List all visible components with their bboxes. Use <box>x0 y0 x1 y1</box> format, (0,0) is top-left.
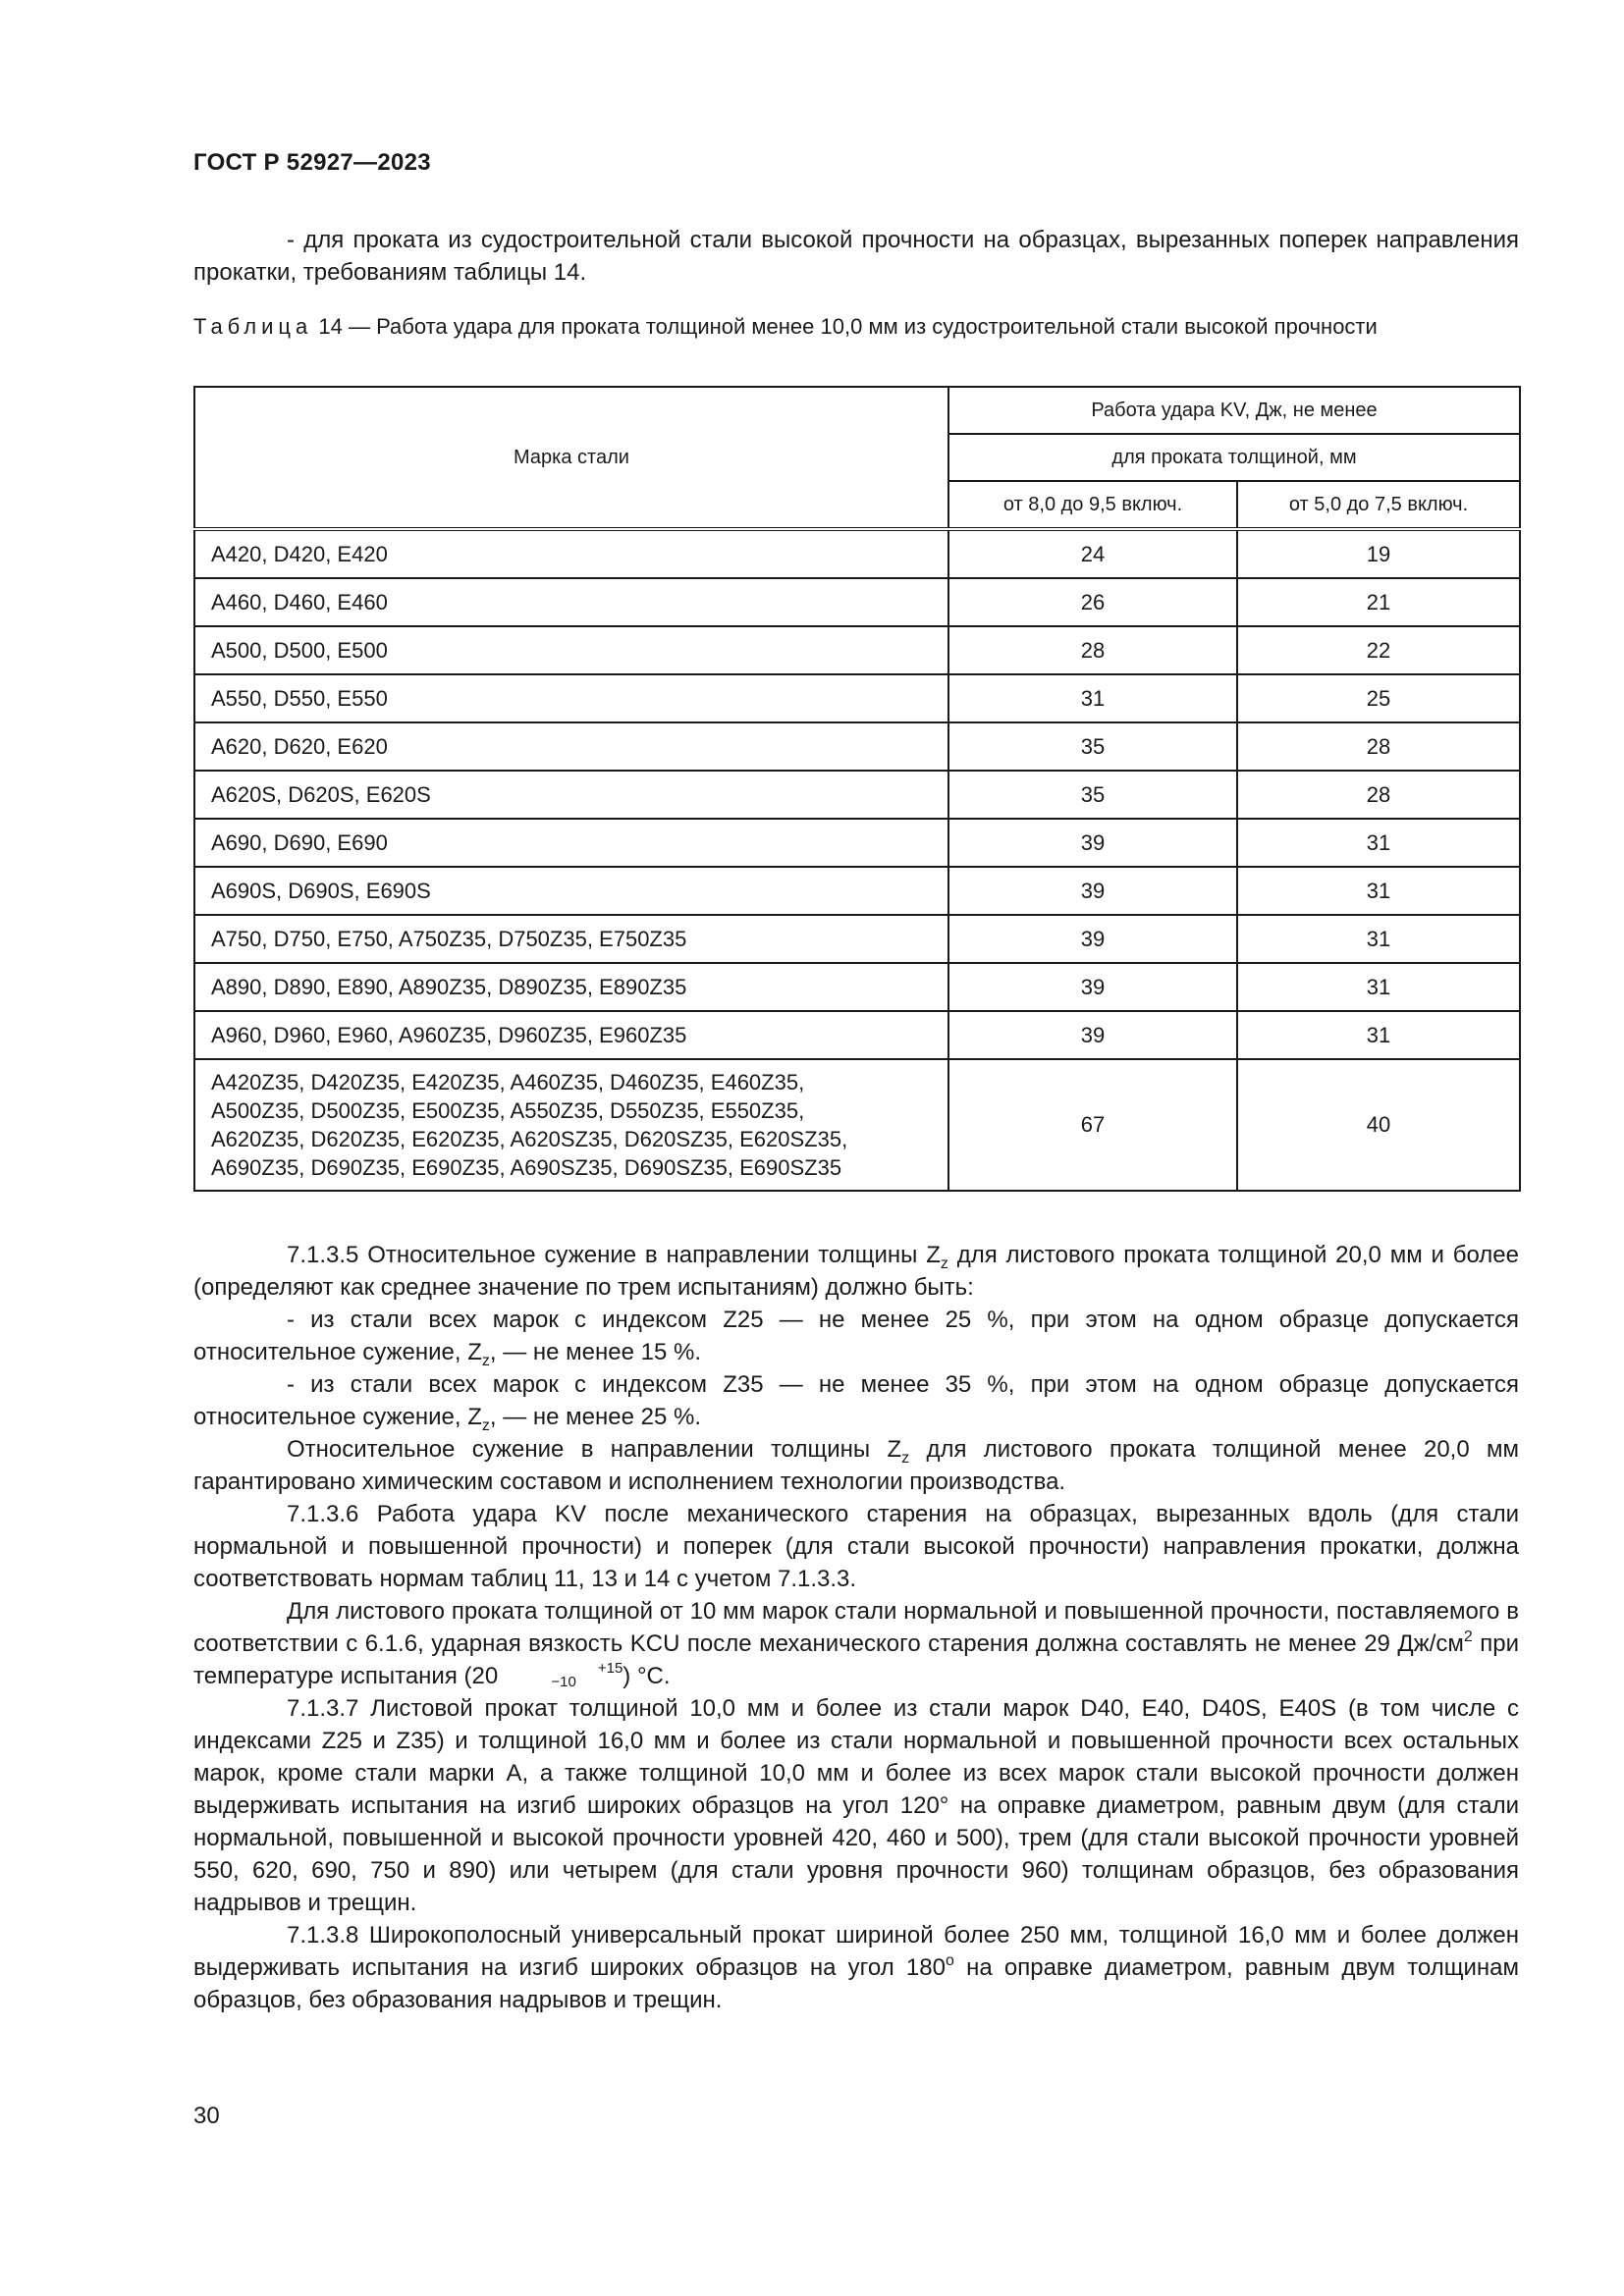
value-cell: 67 <box>948 1059 1237 1191</box>
value-cell: 35 <box>948 771 1237 819</box>
value-cell: 39 <box>948 1011 1237 1059</box>
document-header: ГОСТ Р 52927—2023 <box>193 149 431 176</box>
value-cell: 28 <box>948 626 1237 674</box>
value-cell: 35 <box>948 722 1237 771</box>
text-run: - из стали всех марок с индексом Z25 — не менее 25 %, при этом на одном образце допускается относительное сужение, Z <box>193 1307 1519 1365</box>
tolerance-plus: +15 <box>597 1660 623 1677</box>
header-range-1: от 8,0 до 9,5 включ. <box>948 481 1237 529</box>
value-cell: 19 <box>1237 529 1520 578</box>
grade-cell: A460, D460, E460 <box>194 578 948 626</box>
subscript: z <box>940 1255 948 1272</box>
table-row <box>194 626 1520 674</box>
text-run: на оправке диаметром, равным двум толщинам образцов, без образования надрывов и трещин. <box>193 1954 1519 2013</box>
header-range-2: от 5,0 до 7,5 включ. <box>1237 481 1520 529</box>
value-cell: 28 <box>1237 771 1520 819</box>
table-row <box>194 722 1520 771</box>
grade-line: A690Z35, D690Z35, E690Z35, A690SZ35, D690SZ35, E690SZ35 <box>211 1155 842 1180</box>
body-text <box>193 1239 1519 2016</box>
value-cell: 31 <box>1237 867 1520 915</box>
paragraph-z35 <box>193 1368 1519 1433</box>
grade-cell: A890, D890, E890, A890Z35, D890Z35, E890Z35 <box>194 963 948 1011</box>
grade-cell: A500, D500, E500 <box>194 626 948 674</box>
table-row <box>194 1059 1520 1191</box>
paragraph-z25 <box>193 1304 1519 1368</box>
value-cell: 39 <box>948 867 1237 915</box>
grade-cell: A960, D960, E960, A960Z35, D960Z35, E960Z35 <box>194 1011 948 1059</box>
paragraph-7-1-3-6: 7.1.3.6 Работа удара KV после механического старения на образцах, вырезанных вдоль (для стали нормальной и повышенной прочности) и поперек (для стали высокой прочности) направления прокатки, должна соответствовать нормам таблиц 11, 13 и 14 с учетом 7.1.3.3. <box>193 1501 1519 1592</box>
table-row <box>194 867 1520 915</box>
impact-table <box>193 386 1521 1192</box>
grade-cell: A690, D690, E690 <box>194 819 948 867</box>
text-run: при температуре испытания (20 <box>193 1630 1520 1689</box>
table-row <box>194 529 1520 578</box>
table-row <box>194 771 1520 819</box>
table-row <box>194 1011 1520 1059</box>
table-row <box>194 963 1520 1011</box>
value-cell: 31 <box>1237 915 1520 963</box>
subscript: z <box>901 1450 910 1467</box>
text-run: для листового проката толщиной менее 20,0 мм гарантировано химическим составом и исполнением технологии производства. <box>193 1436 1519 1495</box>
text-run: для листового проката толщиной 20,0 мм и более (определяют как среднее значение по трем испытаниям) должно быть: <box>193 1242 1519 1301</box>
value-cell: 40 <box>1237 1059 1520 1191</box>
text-run: 7.1.3.5 Относительное сужение в направлении толщины Z <box>287 1242 941 1268</box>
paragraph-7-1-3-7: 7.1.3.7 Листовой прокат толщиной 10,0 мм и более из стали марок D40, E40, D40S, E40S (в том числе с индексами Z25 и Z35) и толщиной 16,0 мм и более из стали нормальной и повышенной прочности всех остальных марок, кроме стали марки А, а также толщиной 10,0 мм и более из всех марок стали высокой прочности должен выдерживать испытания на изгиб широких образцов на угол 120° на оправке диаметром, равным двум (для стали нормальной, повышенной и высокой прочности уровней 420, 460 и 500), трем (для стали высокой прочности уровней 550, 620, 690, 750 и 890) или четырем (для стали уровня прочности 960) толщинам образцов, без образования надрывов и трещин. <box>193 1695 1519 1916</box>
table-row <box>194 915 1520 963</box>
value-cell: 39 <box>948 963 1237 1011</box>
value-cell: 28 <box>1237 722 1520 771</box>
paragraph-thin-sheet <box>193 1433 1519 1498</box>
paragraph-7-1-3-8 <box>193 1919 1519 2016</box>
value-cell: 39 <box>948 915 1237 963</box>
table-row <box>194 819 1520 867</box>
grade-line: A420Z35, D420Z35, E420Z35, A460Z35, D460Z35, E460Z35, <box>211 1070 805 1095</box>
value-cell: 21 <box>1237 578 1520 626</box>
table-body <box>194 529 1520 1059</box>
paragraph-7-1-3-5 <box>193 1239 1519 1304</box>
table-caption <box>193 312 1519 342</box>
subscript: z <box>481 1353 490 1369</box>
value-cell: 31 <box>1237 963 1520 1011</box>
value-cell: 26 <box>948 578 1237 626</box>
grade-cell: A550, D550, E550 <box>194 674 948 722</box>
text-run: , — не менее 15 %. <box>489 1339 702 1365</box>
table-caption-label: Таблица <box>193 314 313 339</box>
text-run: 7.1.3.8 Широкополосный универсальный прокат шириной более 250 мм, толщиной 16,0 мм и более должен выдерживать испытания на изгиб широких образцов на угол 180 <box>193 1922 1519 1981</box>
header-kv: Работа удара KV, Дж, не менее <box>948 387 1520 434</box>
header-grade: Марка стали <box>194 387 948 529</box>
header-thickness: для проката толщиной, мм <box>948 434 1520 481</box>
intro-paragraph: - для проката из судостроительной стали высокой прочности на образцах, вырезанных поперек направления прокатки, требованиям таблицы 14. <box>193 227 1519 286</box>
value-cell: 31 <box>948 674 1237 722</box>
grade-cell: A750, D750, E750, A750Z35, D750Z35, E750Z35 <box>194 915 948 963</box>
subscript: z <box>481 1417 490 1434</box>
superscript: 2 <box>1463 1629 1473 1645</box>
text-run: Для листового проката толщиной от 10 мм марок стали нормальной и повышенной прочности, поставляемого в соответствии с 6.1.6, ударная вязкость KCU после механического старения должна составлять не менее 29 Дж/см <box>193 1598 1519 1657</box>
table-caption-text: 14 — Работа удара для проката толщиной менее 10,0 мм из судостроительной стали высокой прочности <box>312 314 1378 339</box>
value-cell: 22 <box>1237 626 1520 674</box>
grade-line: A620Z35, D620Z35, E620Z35, A620SZ35, D620SZ35, E620SZ35, <box>211 1127 848 1151</box>
tolerance-minus: −10 <box>551 1674 576 1690</box>
text-run: Относительное сужение в направлении толщины Z <box>287 1436 902 1463</box>
tolerance <box>505 1662 623 1689</box>
grade-cell: A620, D620, E620 <box>194 722 948 771</box>
value-cell: 25 <box>1237 674 1520 722</box>
page-number: 30 <box>193 2103 220 2129</box>
paragraph-kcu <box>193 1595 1519 1692</box>
text-run: - из стали всех марок с индексом Z35 — не менее 35 %, при этом на одном образце допускается относительное сужение, Z <box>193 1371 1519 1430</box>
grade-line: A500Z35, D500Z35, E500Z35, A550Z35, D550Z35, E550Z35, <box>211 1098 805 1123</box>
value-cell: 31 <box>1237 1011 1520 1059</box>
text-run: , — не менее 25 %. <box>489 1404 702 1430</box>
superscript: o <box>945 1952 954 1969</box>
value-cell: 31 <box>1237 819 1520 867</box>
grade-cell: A690S, D690S, E690S <box>194 867 948 915</box>
value-cell: 24 <box>948 529 1237 578</box>
grade-cell <box>194 1059 948 1191</box>
table-row <box>194 578 1520 626</box>
value-cell: 39 <box>948 819 1237 867</box>
text-run: ) °С. <box>623 1663 671 1689</box>
grade-cell: A420, D420, E420 <box>194 529 948 578</box>
table-row <box>194 674 1520 722</box>
grade-cell: A620S, D620S, E620S <box>194 771 948 819</box>
